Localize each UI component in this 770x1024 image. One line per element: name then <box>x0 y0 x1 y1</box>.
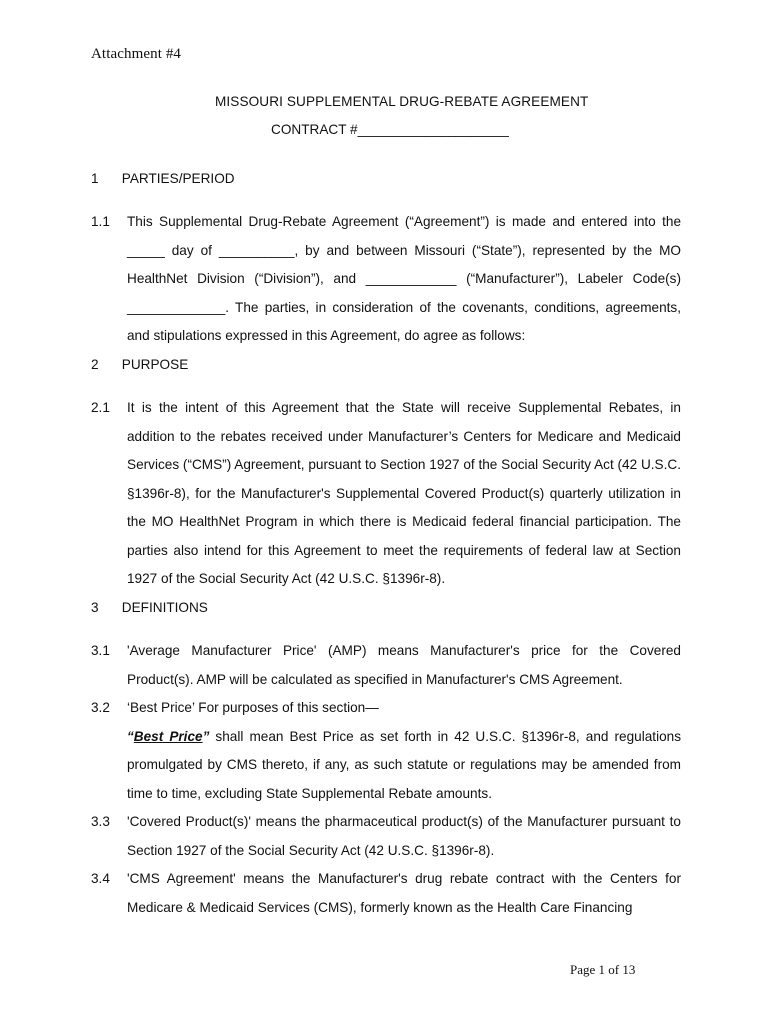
page-number: Page 1 of 13 <box>570 962 636 977</box>
clause-2-1 <box>91 394 681 594</box>
clause-number: 2.1 <box>91 400 110 415</box>
contract-number-line: CONTRACT #____________________ <box>271 122 509 137</box>
section-title: DEFINITIONS <box>121 600 208 615</box>
definition-text: shall mean Best Price as set forth in 42 U.S.C. §1396r-8, and regulations promulgated by CMS thereto, if any, as such statute or regulations may be amended from time to time, excluding State Supplemental Rebate amounts. <box>127 728 682 801</box>
clause-3-4 <box>91 865 681 922</box>
clause-number: 3.4 <box>91 871 110 886</box>
clause-number: 1.1 <box>91 214 110 229</box>
clause-number: 3.3 <box>91 814 110 829</box>
clause-text: This Supplemental Drug-Rebate Agreement (“Agreement”) is made and entered into the _____ day of __________, by and between Missouri (“State”), represented by the MO HealthNet Division (“Division”), and ____________ (“Manufacturer”), Labeler Code(s) _____________. The parties, in consideration of the covenants, conditions, agreements, and stipulations expressed in this Agreement, do agree as follows: <box>127 214 681 343</box>
clause-text: ‘Best Price’ For purposes of this section— <box>127 700 379 715</box>
section-heading-purpose <box>91 357 188 372</box>
clause-1-1 <box>91 208 681 351</box>
document-title: MISSOURI SUPPLEMENTAL DRUG-REBATE AGREEMENT <box>215 94 589 109</box>
best-price-definition <box>127 723 681 809</box>
clause-3-1 <box>91 637 681 694</box>
attachment-label: Attachment #4 <box>91 46 182 62</box>
section-heading-definitions <box>91 600 208 615</box>
open-quote: “ <box>127 728 134 744</box>
clause-text: 'CMS Agreement' means the Manufacturer's drug rebate contract with the Centers for Medicare & Medicaid Services (CMS), formerly known as the Health Care Financing <box>127 871 681 915</box>
clause-3-3 <box>91 808 681 865</box>
defined-term-label: Best Price <box>133 728 203 744</box>
section-number: 2 <box>91 357 99 372</box>
section-title: PURPOSE <box>121 357 189 372</box>
section-title: PARTIES/PERIOD <box>121 171 235 186</box>
clause-text: 'Covered Product(s)' means the pharmaceutical product(s) of the Manufacturer pursuant to Section 1927 of the Social Security Act (42 U.S.C. §1396r-8). <box>127 814 681 858</box>
section-number: 1 <box>91 171 99 186</box>
clause-number: 3.2 <box>91 700 110 715</box>
section-heading-parties <box>91 171 235 186</box>
defined-term <box>127 729 209 744</box>
section-number: 3 <box>91 600 99 615</box>
clause-3-2 <box>91 694 681 808</box>
clause-number: 3.1 <box>91 643 110 658</box>
clause-text: 'Average Manufacturer Price' (AMP) means Manufacturer's price for the Covered Product(s). AMP will be calculated as specified in Manufacturer's CMS Agreement. <box>127 643 681 687</box>
close-quote: ” <box>202 728 210 744</box>
clause-text: It is the intent of this Agreement that the State will receive Supplemental Rebates, in addition to the rebates received under Manufacturer’s Centers for Medicare and Medicaid Services (“CMS”) Agreement, pursuant to Section 1927 of the Social Security Act (42 U.S.C. §1396r-8), for the Manufacturer's Supplemental Covered Product(s) quarterly utilization in the MO HealthNet Program in which there is Medicaid federal financial participation. The parties also intend for this Agreement to meet the requirements of federal law at Section 1927 of the Social Security Act (42 U.S.C. §1396r-8). <box>127 400 681 586</box>
